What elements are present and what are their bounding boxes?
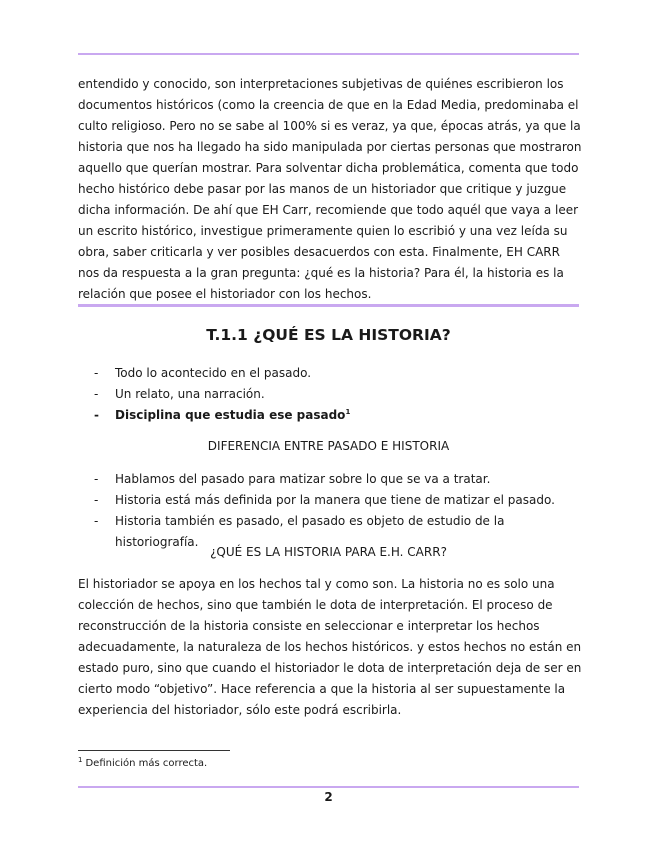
footnote-reference: 1 <box>345 408 351 416</box>
dash-bullet-icon: - <box>94 408 99 422</box>
footnote-text: Definición más correcta. <box>85 758 208 769</box>
section-divider <box>78 304 579 307</box>
differences-list <box>94 469 574 549</box>
footnote <box>78 758 207 769</box>
carr-paragraph: El historiador se apoya en los hechos tal y como son. La historia no es solo una colección de hechos, sino que también le dota de interpretación. El proceso de reconstrucción de la historia consiste en seleccionar e interpretar los hechos adecuadamente, la naturaleza de los hechos históricos. y estos hechos no están en estado puro, sino que cuando el historiador le dota de interpretación deja de ser en cierto modo “objetivo”. Hace referencia a que la historia al ser supuestamente la experiencia del historiador, sólo este podrá escribirla. <box>78 577 582 717</box>
list-item: - Todo lo acontecido en el pasado. <box>94 363 574 384</box>
list-item: - Historia también es pasado, el pasado es objeto de estudio de la historiografía. <box>94 511 574 532</box>
subheading-difference: DIFERENCIA ENTRE PASADO E HISTORIA <box>207 439 450 453</box>
dash-bullet-icon: - <box>94 387 99 401</box>
footnote-number: 1 <box>78 756 83 764</box>
intro-paragraph: entendido y conocido, son interpretaciones subjetivas de quiénes escribieron los documentos históricos (como la creencia de que en la Edad Media, predominaba el culto religioso. Pero no se sabe al 100% si es veraz, ya que, épocas atrás, ya que la historia que nos ha llegado ha sido manipulada por ciertas personas que mostraron aquello que querían mostrar. Para solventar dicha problemática, comenta que todo hecho histórico debe pasar por las manos de un historiador que critique y juzgue dicha información. De ahí que EH Carr, recomiende que todo aquél que vaya a leer un escrito histórico, investigue primeramente quien lo escribió y una vez leída su obra, saber criticarla y ver posibles desacuerdos con esta. Finalmente, EH CARR nos da respuesta a la gran pregunta: ¿qué es la historia? Para él, la historia es la relación que posee el historiador con los hechos. <box>78 77 582 301</box>
page-number: 2 <box>324 790 333 804</box>
dash-bullet-icon: - <box>94 493 99 507</box>
footer-rule <box>78 786 579 788</box>
definitions-list <box>94 363 574 426</box>
list-item: - Historia está más definida por la manera que tiene de matizar el pasado. <box>94 490 574 511</box>
section-title: T.1.1 ¿QUÉ ES LA HISTORIA? <box>206 326 451 344</box>
list-item: - Disciplina que estudia ese pasado$^1$ <box>94 405 574 426</box>
list-item: - Un relato, una narración. <box>94 384 574 405</box>
dash-bullet-icon: - <box>94 472 99 486</box>
subheading-carr: ¿QUÉ ES LA HISTORIA PARA E.H. CARR? <box>210 545 447 559</box>
footnote-separator <box>78 750 230 751</box>
dash-bullet-icon: - <box>94 514 99 528</box>
dash-bullet-icon: - <box>94 366 99 380</box>
header-rule <box>78 53 579 55</box>
list-item: - Hablamos del pasado para matizar sobre lo que se va a tratar. <box>94 469 574 490</box>
